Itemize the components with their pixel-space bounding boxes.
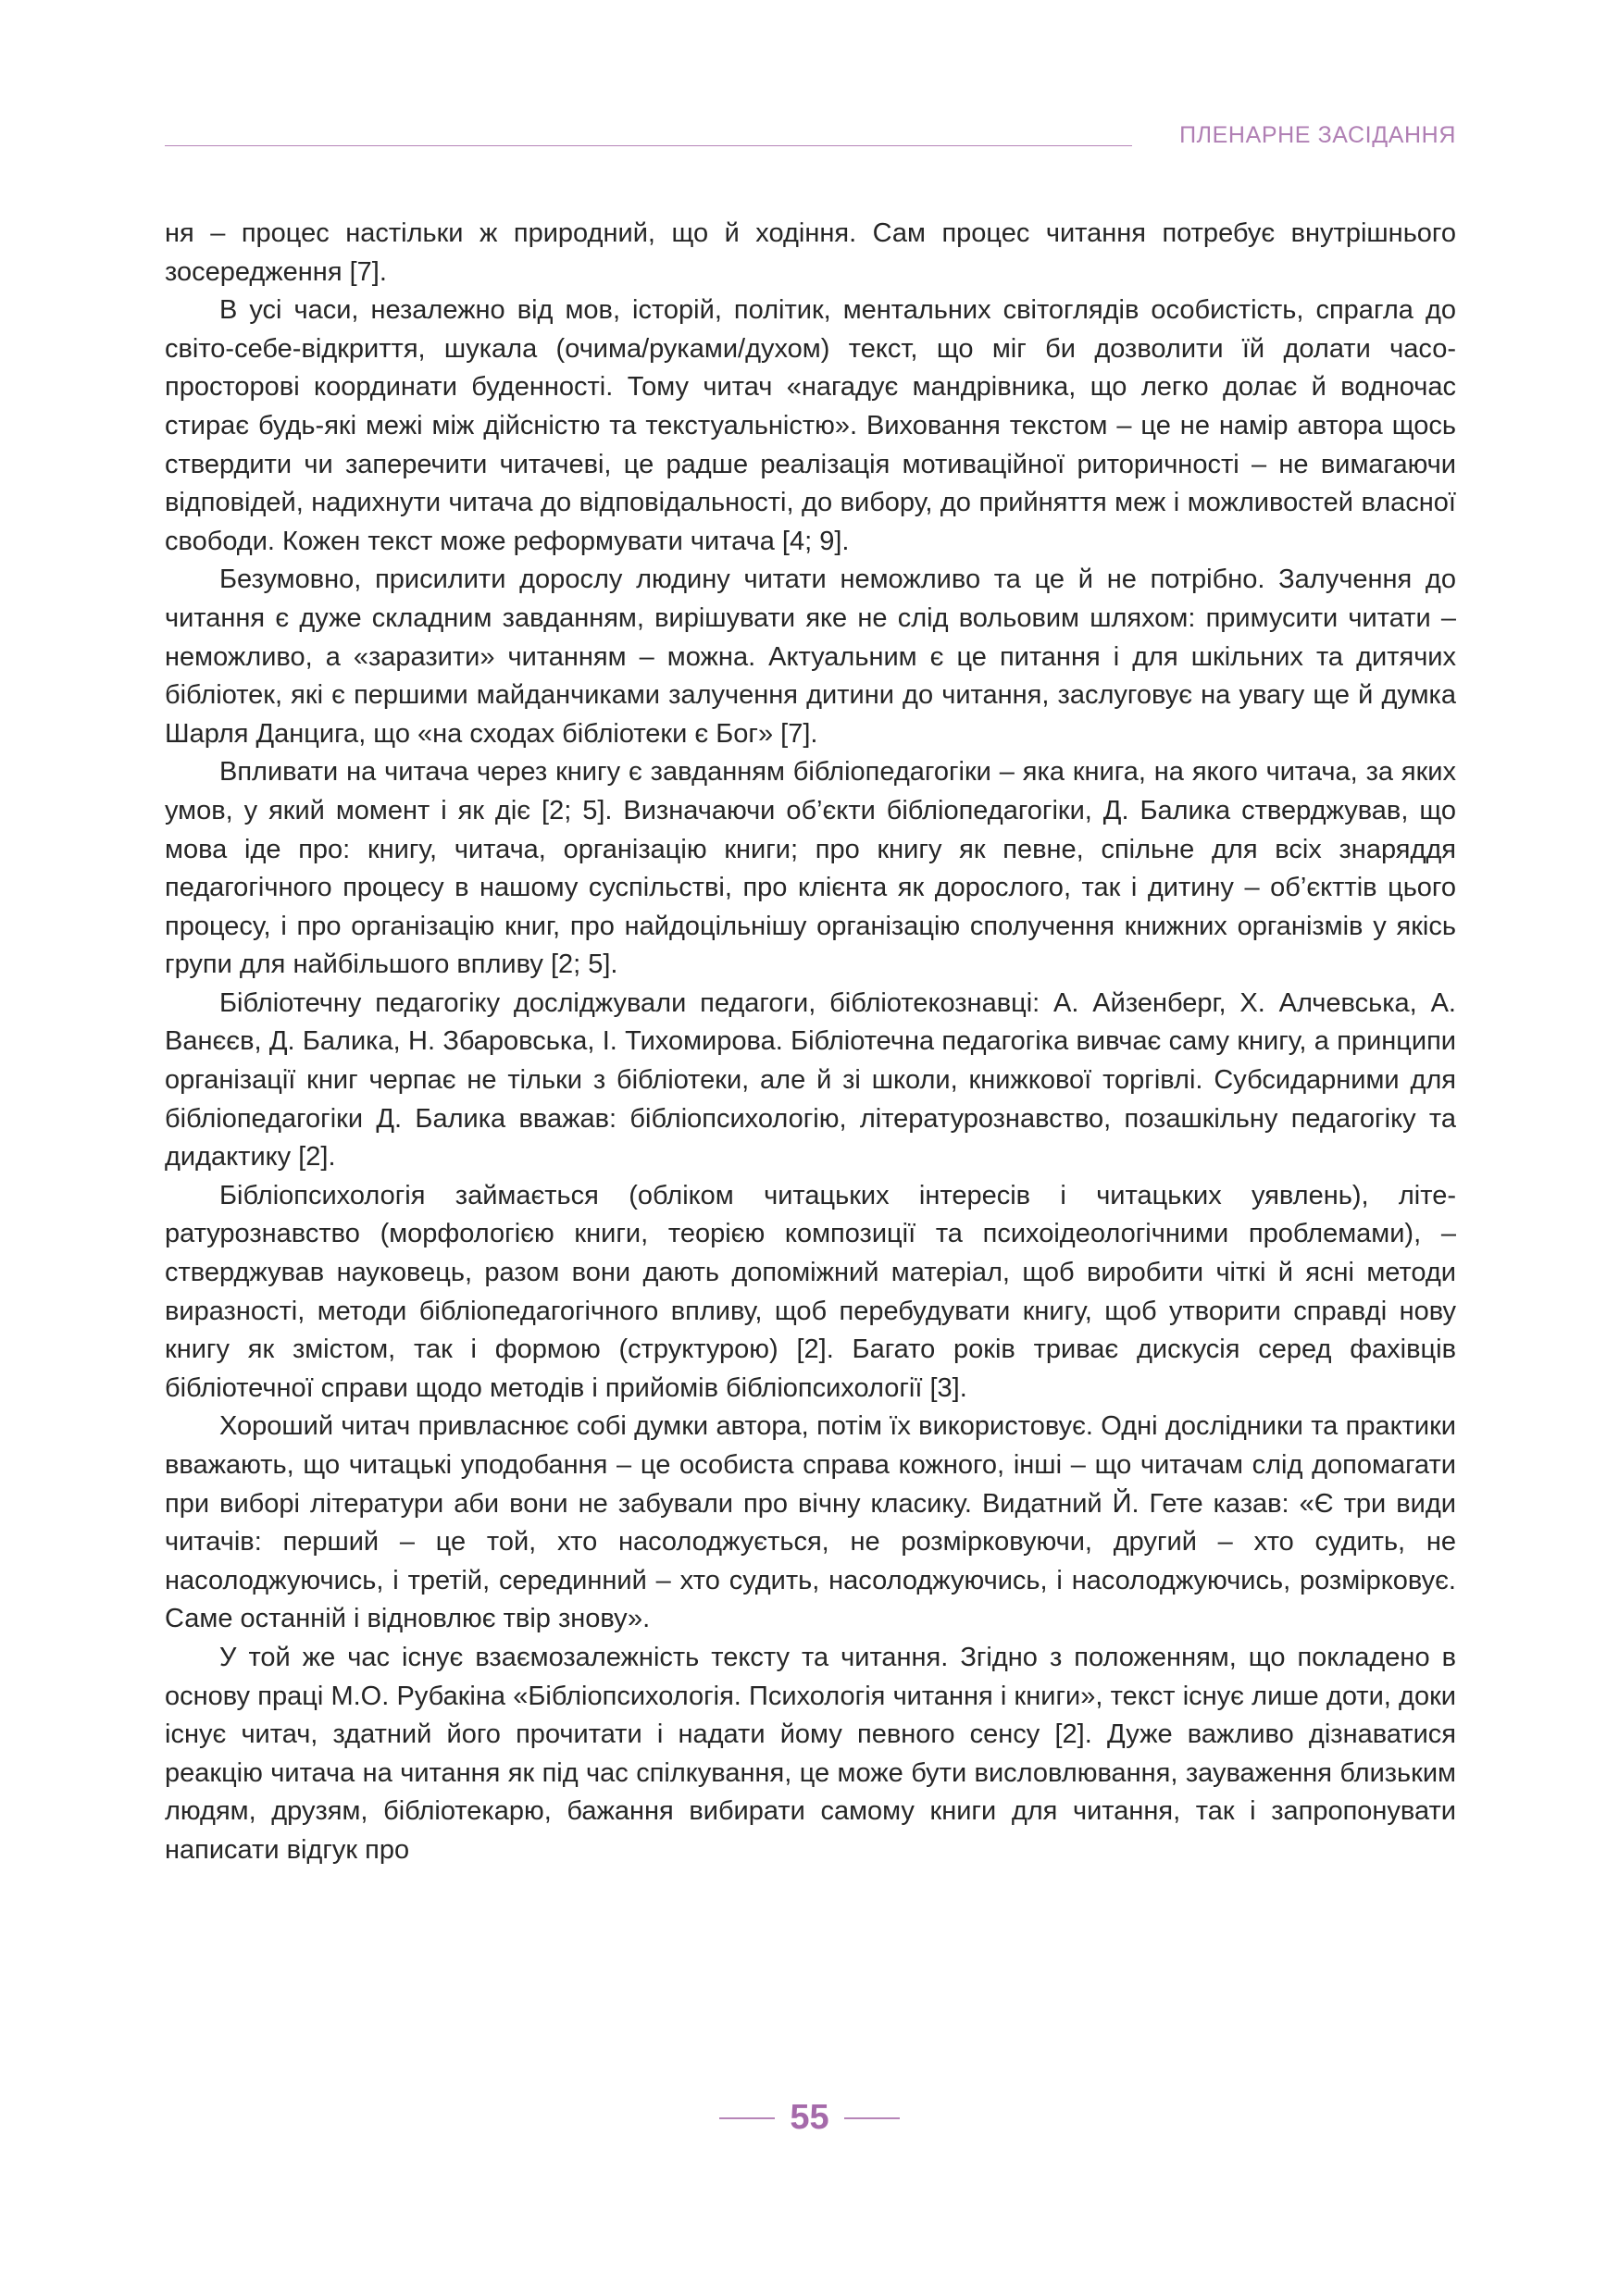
paragraph-5: Бібліотечну педагогіку досліджували педагоги, бібліотекознавці: А. Айзенберг, Х. Алчевська, А. Ванєєв, Д. Балика, Н. Збаровська, І. Тихомирова. Бібліотечна педагогіка вивчає саму книгу, а принципи організації книг черпає не тільки з бібліотеки, але й зі школи, книжкової торгівлі. Субсидарними для бібліопедагогіки Д. Балика вважав: бібліопсихологію, літературознавство, позашкільну педагогіку та дидактику [2]. bbox=[165, 987, 1456, 1173]
page-footer bbox=[0, 2098, 1619, 2144]
paragraph-7: Хороший читач привласнює собі думки автора, потім їх використовує. Одні дослідники та практики вважають, що читацькі уподобання – це особиста справа кожного, інші – що читачам слід допомагати при виборі літератури аби вони не забували про вічну класику. Видатний Й. Гете казав: «Є три види читачів: перший – це той, хто насолоджується, не розмірковуючи, другий – хто судить, не насолоджуючись, і третій, серединний – хто судить, насолоджуючись, і насолоджуючись, розмірковує. Саме останній і відновлює твір знову». bbox=[165, 1411, 1456, 1634]
paragraph-4: Впливати на читача через книгу є завданням бібліопедагогіки – яка книга, на якого читача, за яких умов, у який момент і як діє [2; 5]. Визначаючи об’єкти бібліопедагогіки, Д. Балика стверджував, що мова іде про: книгу, читача, організацію книги; про книгу як певне, спільне для всіх знаряддя педагогічного процесу в нашому суспільстві, про клієнта як дорослого, так і дитину – об’єкттів цього процесу, і про організацію книг, про найдоцільнішу організацію сполучення книжних організмів у якісь групи для найбільшого впливу [2; 5]. bbox=[165, 757, 1456, 980]
running-header bbox=[165, 122, 1456, 159]
page-number: 55 bbox=[790, 2098, 829, 2137]
paragraph-8: У той же час існує взаємозалежність тексту та читання. Згідно з положенням, що покладено в основу праці М.О. Рубакіна «Бібліопсихологія. Психологія читання і книги», текст існує лише доти, доки існує читач, здатний його прочитати і надати йому певного сенсу [2]. Дуже важливо дізнаватися реакцію читача на читання як під час спілкування, це може бути висловлювання, зауваження близьким людям, друзям, бібліотекарю, бажання вибирати самому книги для читання, так і запропонувати написати відгук про bbox=[165, 1642, 1456, 1865]
paragraph-3: Безумовно, присилити дорослу людину читати неможливо та це й не потрібно. Залучення до читання є дуже складним завданням, вирішувати яке не слід вольовим шляхом: примусити читати – неможливо, а «заразити» читанням – можна. Актуальним є це питання і для шкільних та дитячих бібліотек, які є першими майданчиками залучення дитини до читання, заслуговує на увагу ще й думка Шарля Данцига, що «на сходах бібліотеки є Бог» [7]. bbox=[165, 565, 1456, 749]
section-title: ПЛЕНАРНЕ ЗАСІДАННЯ bbox=[1179, 122, 1456, 148]
paragraph-6: Бібліопсихологія займається (обліком читацьких інтересів і читацьких уявлень), літературознавство (морфологією книги, теорією композиції та психоідеологічними проблемами), – стверджував науковець, разом вони дають допоміжний матеріал, щоб виробити чіткі й ясні методи виразності, методи бібліопедагогічного впливу, щоб перебудувати книгу, щоб утворити справді нову книгу як змістом, так і формою (структурою) [2]. Багато років триває дискусія серед фахівців бібліотечної справи щодо методів і прийомів бібліопсихології [3]. bbox=[165, 1180, 1456, 1403]
paragraph-2: В усі часи, незалежно від мов, історій, політик, ментальних світоглядів особистість, спрагла до світо-себе-відкриття, шукала (очима/руками/духом) текст, що міг би дозволити їй долати часо-просторові координати буденності. Тому читач «нагадує мандрівника, що легко долає й водночас стирає будь-які межі між дійсністю та текстуальністю». Виховання текстом – це не намір автора щось ствердити чи заперечити читачеві, це радше реалізація мотиваційної риторичності – не вимагаючи відповідей, надихнути читача до відповідальності, до вибору, до прийняття меж і можливостей власної свободи. Кожен текст може реформувати читача [4; 9]. bbox=[165, 295, 1456, 556]
footer-rule-right bbox=[844, 2117, 900, 2119]
article-body bbox=[165, 215, 1456, 1870]
header-rule bbox=[165, 145, 1132, 146]
paragraph-1: ня – процес настільки ж природний, що й ходіння. Сам процес читання потребує внутрішнього зосередження [7]. bbox=[165, 218, 1456, 287]
footer-rule-left bbox=[719, 2117, 775, 2119]
